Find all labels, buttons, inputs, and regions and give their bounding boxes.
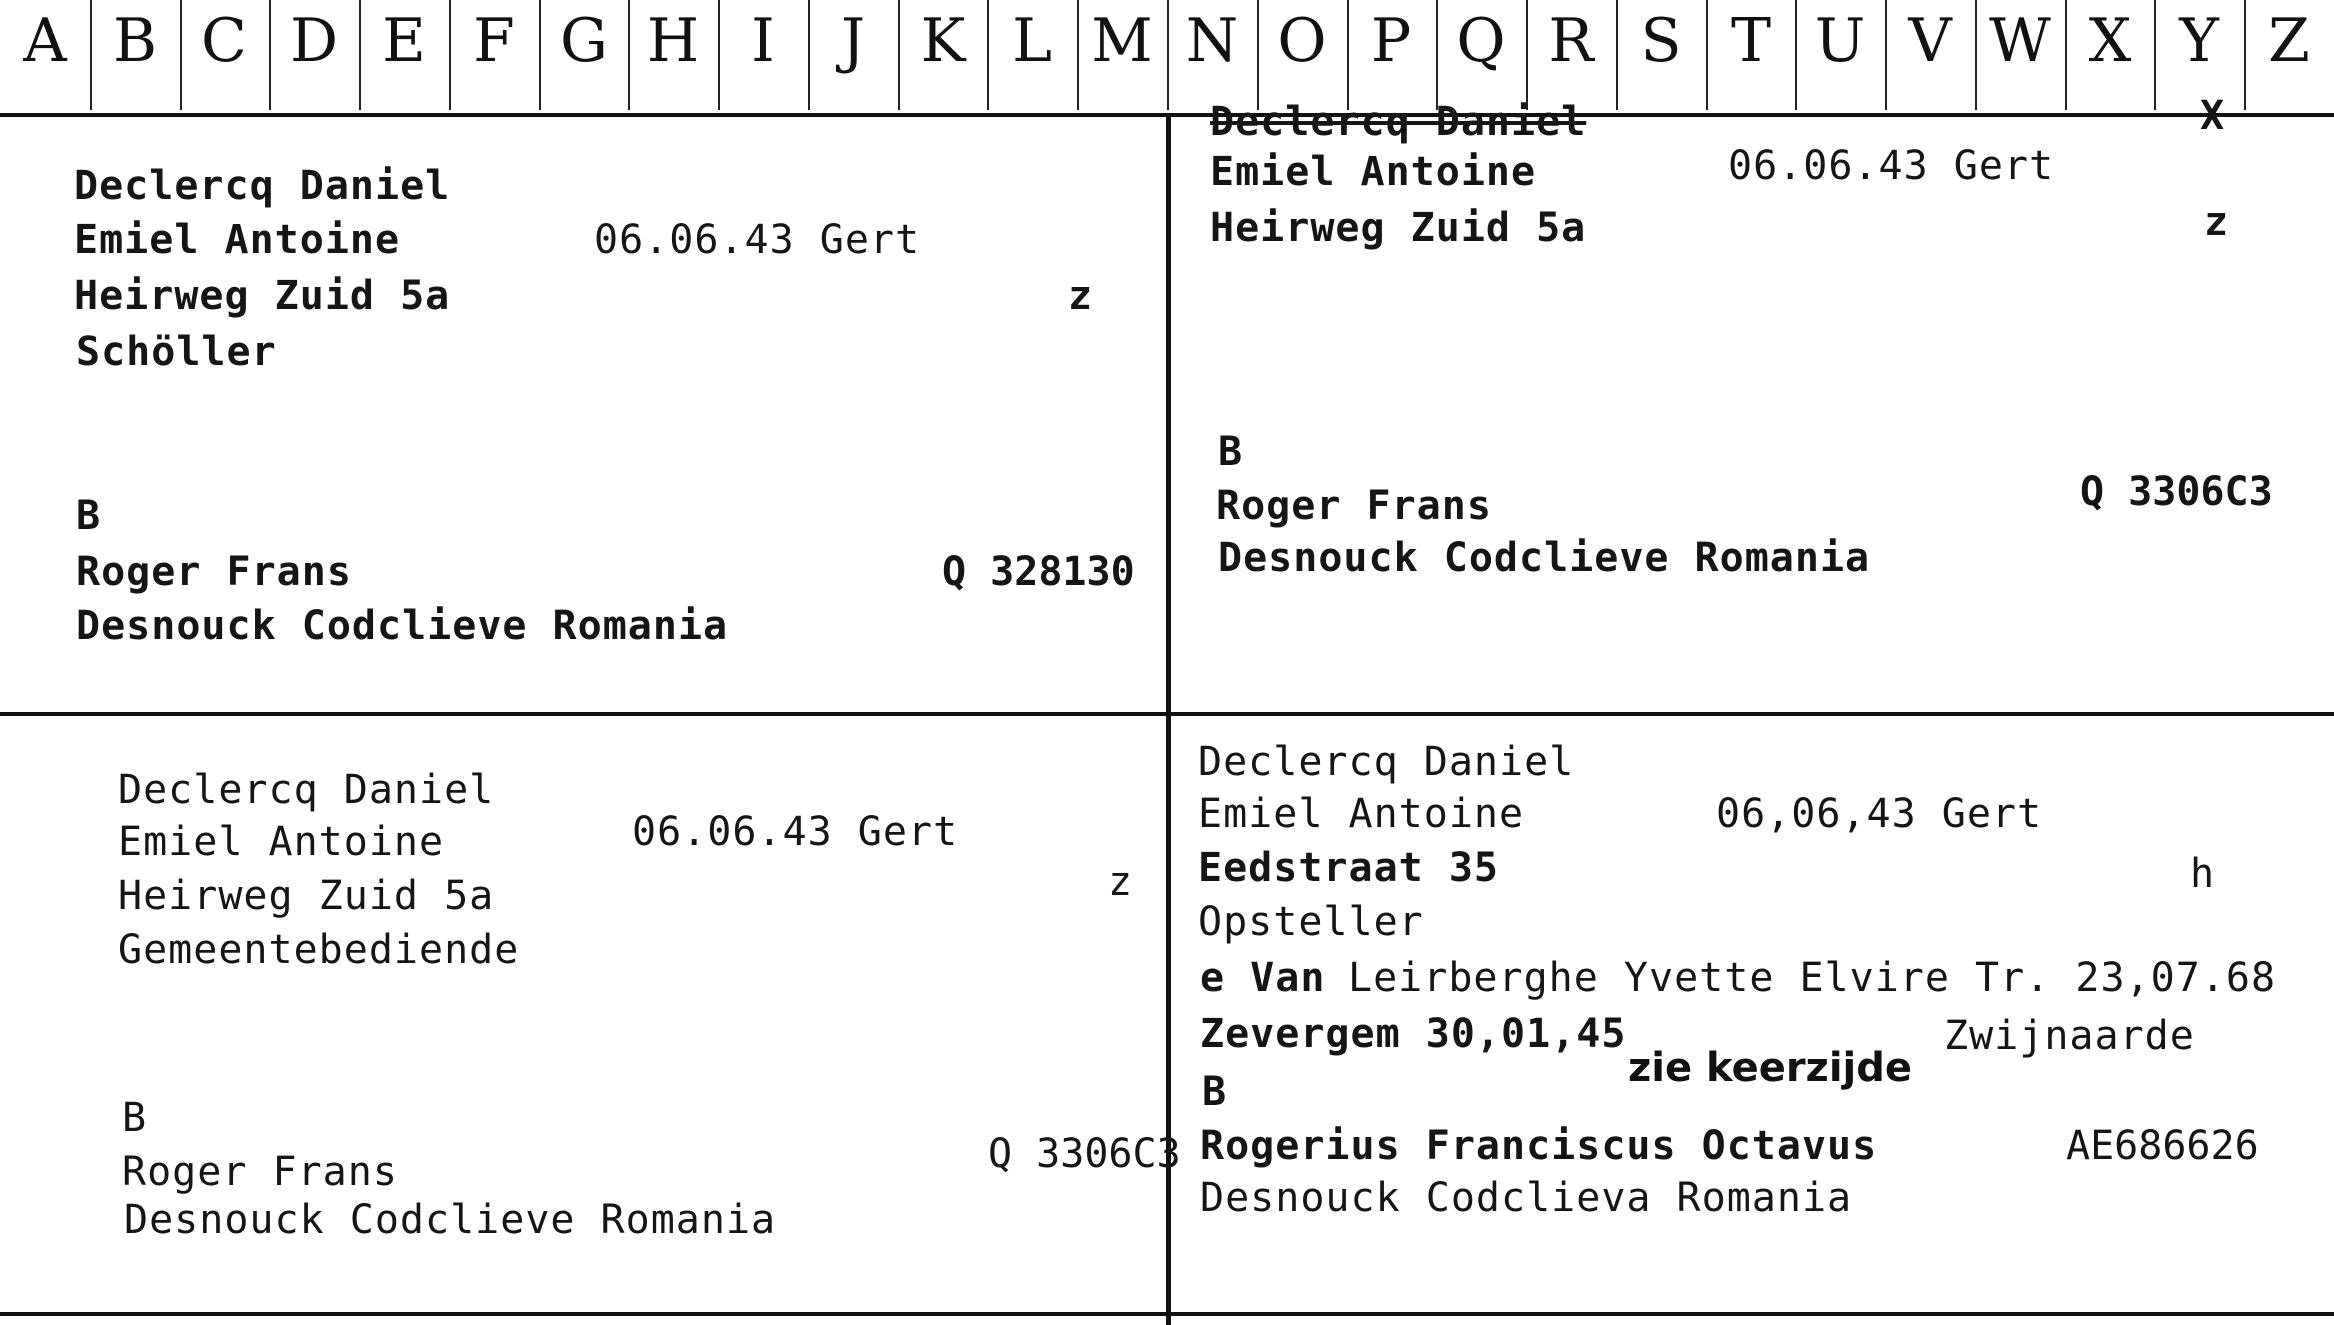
card-relative-id: Q 328130 [942,549,1135,595]
card-name: Declercq Daniel [118,767,495,813]
ruler-letter-i: I [751,6,775,76]
card-relative-id: AE686626 [2066,1123,2259,1169]
card-relation-code: B [122,1095,148,1141]
ruler-letter-a: A [23,6,67,76]
card-status-code: h [2190,851,2216,897]
card-relation-code: B [1202,1069,1228,1115]
card-relative-place: Desnouck Codclieva Romania [1200,1175,1853,1221]
ruler-letter-u: U [1814,6,1866,76]
card-spouse-prefix: e Van [1200,955,1326,1001]
card-address: Heirweg Zuid 5a [74,273,451,319]
card-spouse-birth: Zevergem 30,01,45 [1200,1011,1627,1057]
ruler-letter-w: W [1989,6,2051,76]
ruler-letter-x: X [2088,6,2132,76]
card-relative-name: Roger Frans [76,549,352,595]
card-occupation: Schöller [76,329,277,375]
card-occupation: Gemeentebediende [118,927,520,973]
ruler-letter-n: N [1185,6,1239,76]
card-birth: 06,06,43 Gert [1716,791,2043,837]
card-address: Heirweg Zuid 5a [118,873,495,919]
card-relative-id: Q 3306C3 [988,1131,1181,1177]
ruler-letter-f: F [473,6,515,76]
card-birth: 06.06.43 Gert [1728,143,2055,189]
ruler-letter-b: B [112,6,158,76]
ruler-letter-g: G [560,6,608,76]
card-relative-place: Desnouck Codclieve Romania [1218,535,1871,581]
ruler-letter-l: L [1012,6,1052,76]
card-relative-place: Desnouck Codclieve Romania [76,603,729,649]
card-name: Declercq Daniel [74,163,451,209]
ruler-letter-s: S [1640,6,1682,76]
card-relation-code: B [1218,429,1244,475]
card-relative-place: Desnouck Codclieve Romania [124,1197,777,1243]
ruler-letter-c: C [201,6,247,76]
card-address: Heirweg Zuid 5a [1210,205,1587,251]
card-occupation: Opsteller [1198,899,1424,945]
ruler-letter-j: J [840,6,866,76]
ruler-letter-y: Y [2179,6,2219,76]
ruler-letter-o: O [1277,6,1327,76]
card-name: Declercq Daniel [1198,739,1575,785]
card-birth: 06.06.43 Gert [632,809,959,855]
card-given-names: Emiel Antoine [1198,791,1525,837]
ruler-letter-d: D [289,6,339,76]
card-relative-name: Roger Frans [1216,483,1492,529]
card-relative-name: Roger Frans [122,1149,398,1195]
ruler-letter-q: Q [1456,6,1506,76]
ruler-letter-k: K [920,6,966,76]
ruler-letter-z: Z [2268,6,2310,76]
card-relation-code: B [76,493,102,539]
card-status-code: z [2204,199,2230,245]
card-relative-id: Q 3306C3 [2080,469,2273,515]
card-spouse-residence: Zwijnaarde [1944,1013,2195,1059]
card-relative-name: Rogerius Franciscus Octavus [1200,1123,1878,1169]
card-status-code: z [1068,273,1094,319]
card-birth: 06.06.43 Gert [594,217,921,263]
card-status-code: z [1108,859,1134,905]
ruler-letter-r: R [1548,6,1594,76]
card-spouse: Leirberghe Yvette Elvire Tr. 23,07.68 [1348,955,2277,1001]
card-given-names: Emiel Antoine [1210,149,1537,195]
alphabet-ruler [0,0,2334,115]
card-name: Declercq Daniel [1210,99,1587,145]
card-note-stamp: zie keerzijde [1628,1045,1913,1091]
card-mark: X [2200,93,2226,139]
ruler-letter-h: H [646,6,700,76]
ruler-letter-p: P [1370,6,1412,76]
ruler-letter-m: M [1091,6,1153,76]
ruler-letter-v: V [1908,6,1952,76]
card-given-names: Emiel Antoine [118,819,445,865]
ruler-letter-e: E [382,6,426,76]
ruler-letter-t: T [1730,6,1772,76]
card-given-names: Emiel Antoine [74,217,401,263]
card-address: Eedstraat 35 [1198,845,1499,891]
